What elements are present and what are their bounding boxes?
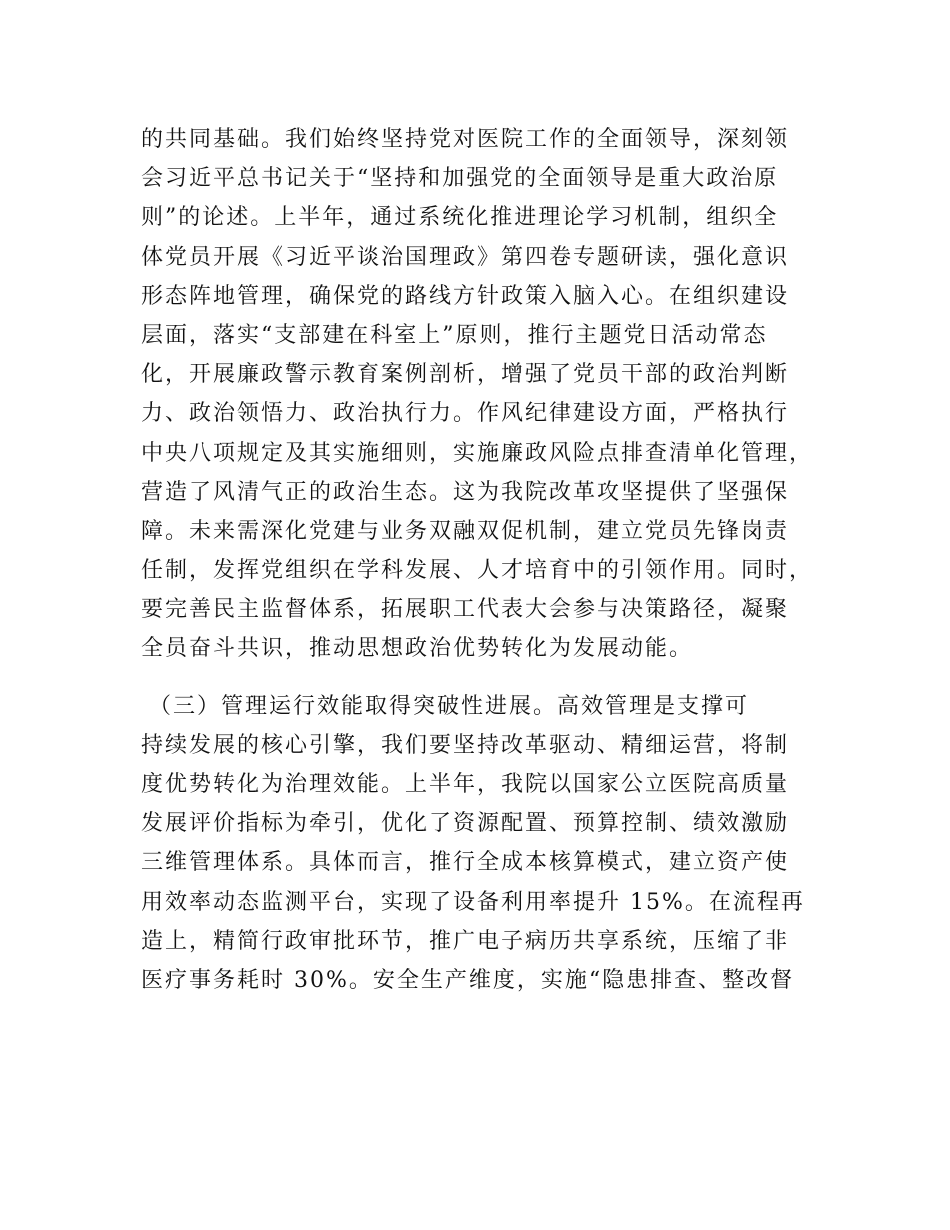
line-text: 障。未来需深化党建与业务双融双促机制，建立党员先锋岗责 xyxy=(141,518,790,544)
text-line xyxy=(141,316,831,355)
text-line xyxy=(141,883,831,922)
line-text: 要完善民主监督体系，拓展职工代表大会参与决策路径，凝聚 xyxy=(141,597,790,623)
text-line xyxy=(141,394,831,433)
text-line xyxy=(141,765,831,804)
text-line xyxy=(141,198,831,237)
line-text: 造上，精简行政审批环节，推广电子病历共享系统，压缩了非 xyxy=(141,928,790,954)
line-text: 力、政治领悟力、政治执行力。作风纪律建设方面，严格执行 xyxy=(141,401,790,427)
line-text: 会习近平总书记关于“坚持和加强党的全面领导是重大政治原 xyxy=(141,166,779,192)
text-line xyxy=(141,804,831,843)
text-line xyxy=(141,629,831,668)
line-text: （三）管理运行效能取得突破性进展。高效管理是支撑可 xyxy=(149,693,750,719)
line-text: 化，开展廉政警示教育案例剖析，增强了党员干部的政治判断 xyxy=(141,362,790,388)
line-text: 全员奋斗共识，推动思想政治优势转化为发展动能。 xyxy=(141,636,694,662)
text-line xyxy=(141,120,831,159)
text-line xyxy=(141,551,831,590)
line-text: 则”的论述。上半年，通过系统化推进理论学习机制，组织全 xyxy=(141,205,779,231)
text-line xyxy=(141,726,831,765)
text-line xyxy=(141,238,831,277)
text-line xyxy=(141,961,831,1000)
line-text: 中央八项规定及其实施细则，实施廉政风险点排查清单化管理， xyxy=(141,440,814,466)
text-line xyxy=(141,590,831,629)
line-text: 任制，发挥党组织在学科发展、人才培育中的引领作用。同时， xyxy=(141,558,814,584)
text-line xyxy=(141,355,831,394)
text-line xyxy=(141,434,831,473)
line-text: 用效率动态监测平台，实现了设备利用率提升 15%。在流程再 xyxy=(141,889,805,915)
document-body xyxy=(141,120,831,1000)
text-line xyxy=(141,687,831,726)
line-text: 营造了风清气正的政治生态。这为我院改革攻坚提供了坚强保 xyxy=(141,479,790,505)
line-text: 度优势转化为治理效能。上半年，我院以国家公立医院高质量 xyxy=(141,772,790,797)
text-line xyxy=(141,159,831,198)
line-text: 三维管理体系。具体而言，推行全成本核算模式，建立资产使 xyxy=(141,850,790,876)
paragraph-management-efficiency xyxy=(141,687,831,1001)
line-text: 体党员开展《习近平谈治国理政》第四卷专题研读，强化意识 xyxy=(141,244,790,270)
text-line xyxy=(141,277,831,316)
line-text: 发展评价指标为牵引，优化了资源配置、预算控制、绩效激励 xyxy=(141,811,790,837)
paragraph-party-building xyxy=(141,120,831,669)
text-line xyxy=(141,922,831,961)
line-text: 的共同基础。我们始终坚持党对医院工作的全面领导，深刻领 xyxy=(141,127,790,152)
line-text: 层面，落实“支部建在科室上”原则，推行主题党日活动常态 xyxy=(141,322,768,348)
text-line xyxy=(141,473,831,512)
line-text: 医疗事务耗时 30%。安全生产维度，实施“隐患排查、整改督 xyxy=(141,967,795,993)
line-text: 持续发展的核心引擎，我们要坚持改革驱动、精细运营，将制 xyxy=(141,732,790,758)
text-line xyxy=(141,512,831,551)
paragraph-gap xyxy=(141,669,831,687)
text-line xyxy=(141,843,831,882)
line-text: 形态阵地管理，确保党的路线方针政策入脑入心。在组织建设 xyxy=(141,283,790,309)
